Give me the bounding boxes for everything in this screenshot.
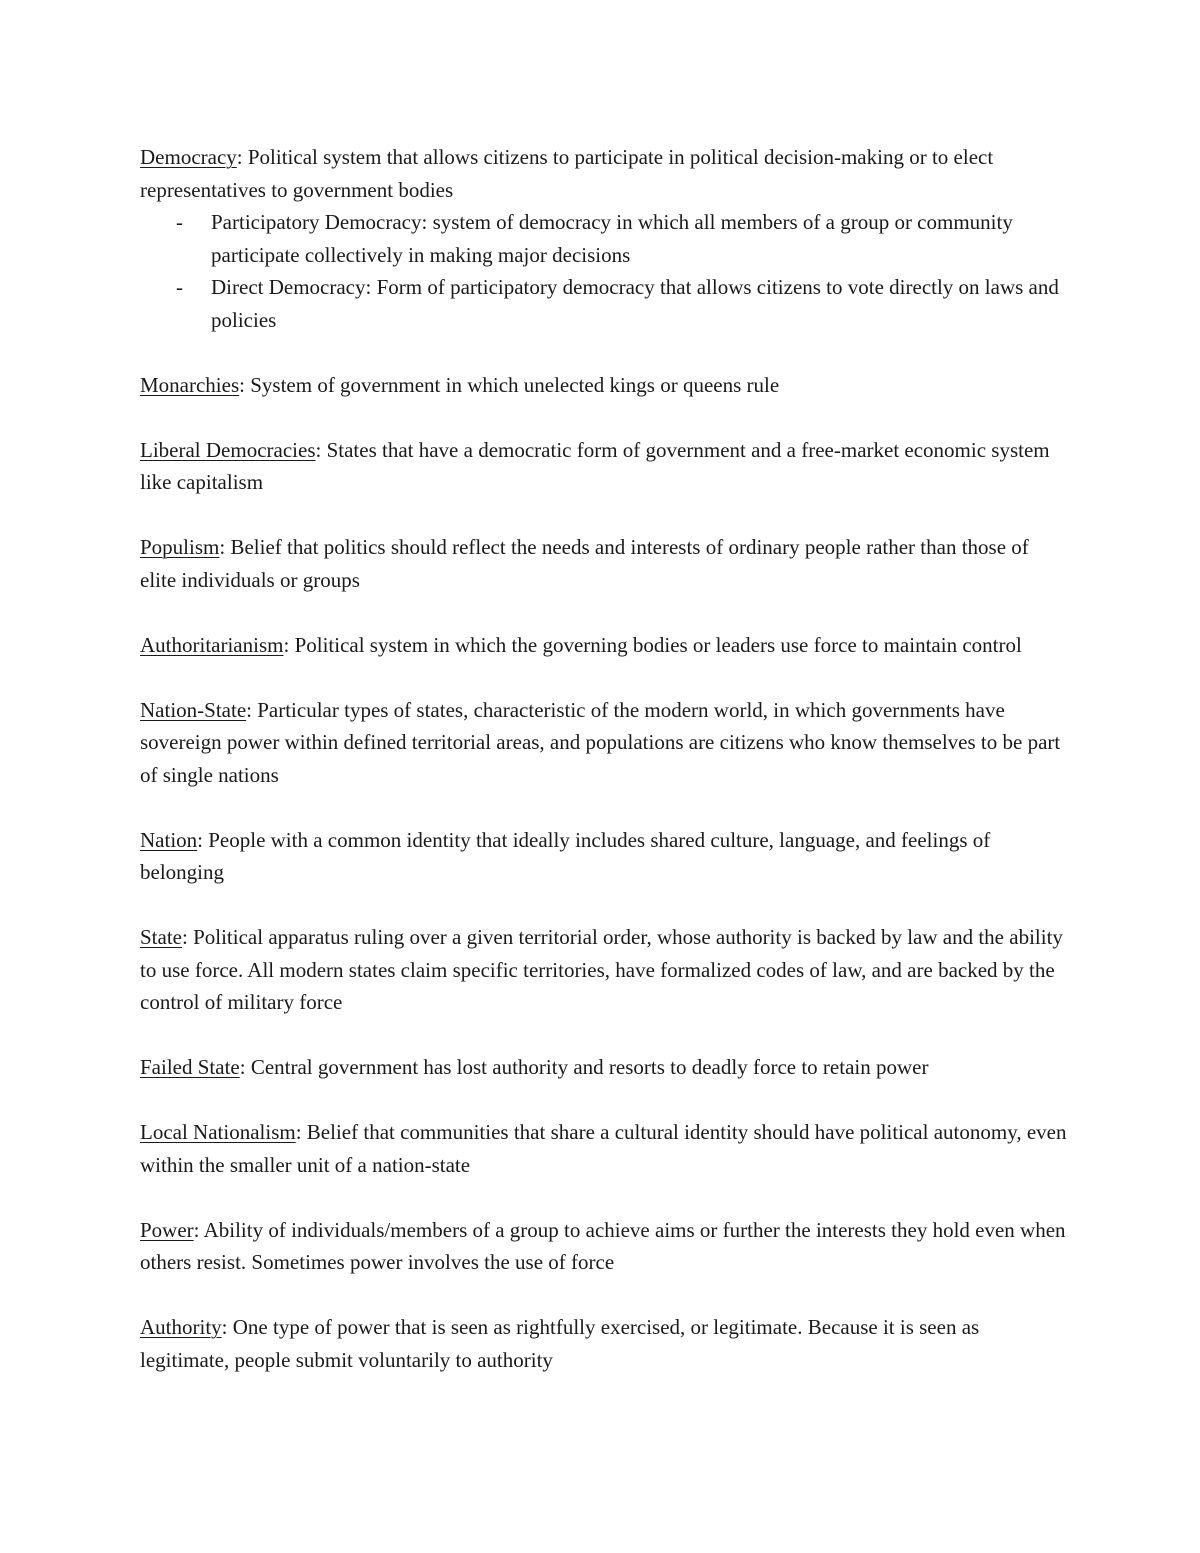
definition-text: : Central government has lost authority and resorts to deadly force to retain power bbox=[239, 1055, 929, 1079]
term-label: Monarchies bbox=[140, 372, 240, 397]
term-label: Authoritarianism bbox=[140, 632, 284, 657]
definition-text: : One type of power that is seen as rightfully exercised, or legitimate. Because it is seen as legitimate, people submit voluntarily to authority bbox=[140, 1315, 980, 1372]
definition-paragraph bbox=[140, 824, 1070, 889]
entry-authoritarianism bbox=[140, 629, 1070, 662]
definition-paragraph bbox=[140, 1116, 1070, 1181]
definition-text: : Belief that communities that share a cultural identity should have political autonomy, even within the smaller unit of a nation-state bbox=[140, 1120, 1067, 1177]
dash-bullet: - bbox=[176, 210, 183, 234]
term-label: Populism bbox=[140, 535, 220, 559]
entry-monarchies bbox=[140, 369, 1070, 402]
term-label: Democracy bbox=[140, 145, 237, 169]
list-item-text: Direct Democracy: Form of participatory democracy that allows citizens to vote directly on laws and policies bbox=[211, 275, 1059, 332]
sub-definition-list bbox=[140, 206, 1070, 336]
definition-text: : Political system in which the governing bodies or leaders use force to maintain control bbox=[283, 632, 1022, 657]
entry-failed-state bbox=[140, 1051, 1070, 1084]
term-label: State bbox=[140, 925, 182, 949]
term-label: Nation-State bbox=[140, 697, 247, 722]
term-label: Nation bbox=[140, 827, 198, 852]
definition-paragraph bbox=[140, 369, 1070, 402]
entry-nation-state bbox=[140, 694, 1070, 792]
definition-paragraph bbox=[140, 141, 1070, 206]
term-label: Local Nationalism bbox=[140, 1120, 296, 1144]
definition-text: : People with a common identity that ideally includes shared culture, language, and feelings of belonging bbox=[140, 827, 991, 884]
entry-populism bbox=[140, 531, 1070, 596]
entry-authority bbox=[140, 1311, 1070, 1376]
definition-text: : Particular types of states, characteristic of the modern world, in which governments have sovereign power within defined territorial areas, and populations are citizens who know themselves to be part of single nations bbox=[140, 697, 1061, 787]
entry-local-nationalism bbox=[140, 1116, 1070, 1181]
entry-liberal-democracies bbox=[140, 434, 1070, 499]
term-label: Power bbox=[140, 1217, 194, 1242]
entry-democracy bbox=[140, 141, 1070, 336]
term-label: Authority bbox=[140, 1315, 222, 1339]
definition-text: : Political system that allows citizens to participate in political decision-making or to elect representatives to government bodies bbox=[140, 145, 994, 202]
entry-state bbox=[140, 921, 1070, 1019]
definition-paragraph bbox=[140, 531, 1070, 596]
list-item bbox=[140, 206, 1070, 271]
dash-bullet: - bbox=[176, 275, 183, 299]
definition-text: : States that have a democratic form of government and a free-market economic system like capitalism bbox=[140, 437, 1050, 494]
list-item-text: Participatory Democracy: system of democracy in which all members of a group or community participate collectively in making major decisions bbox=[211, 210, 1013, 267]
definition-paragraph bbox=[140, 1051, 1070, 1084]
definition-text: : Belief that politics should reflect the needs and interests of ordinary people rather than those of elite individuals or groups bbox=[140, 535, 1029, 592]
list-item bbox=[140, 271, 1070, 336]
document-body bbox=[140, 141, 1070, 1409]
term-label: Liberal Democracies bbox=[140, 437, 316, 462]
entry-power bbox=[140, 1214, 1070, 1279]
definition-text: : Political apparatus ruling over a given territorial order, whose authority is backed by law and the ability to use force. All modern states claim specific territories, have formalized codes of law, and are backed by the control of military force bbox=[140, 925, 1063, 1014]
definition-paragraph bbox=[140, 921, 1070, 1019]
definition-text: : Ability of individuals/members of a group to achieve aims or further the interests they hold even when others resist. Sometimes power involves the use of force bbox=[140, 1217, 1066, 1274]
definition-paragraph bbox=[140, 629, 1070, 662]
definition-paragraph bbox=[140, 434, 1070, 499]
definition-paragraph bbox=[140, 1214, 1070, 1279]
entry-nation bbox=[140, 824, 1070, 889]
definition-paragraph bbox=[140, 1311, 1070, 1376]
definition-paragraph bbox=[140, 694, 1070, 792]
term-label: Failed State bbox=[140, 1055, 240, 1079]
definition-text: : System of government in which unelected kings or queens rule bbox=[239, 372, 780, 397]
